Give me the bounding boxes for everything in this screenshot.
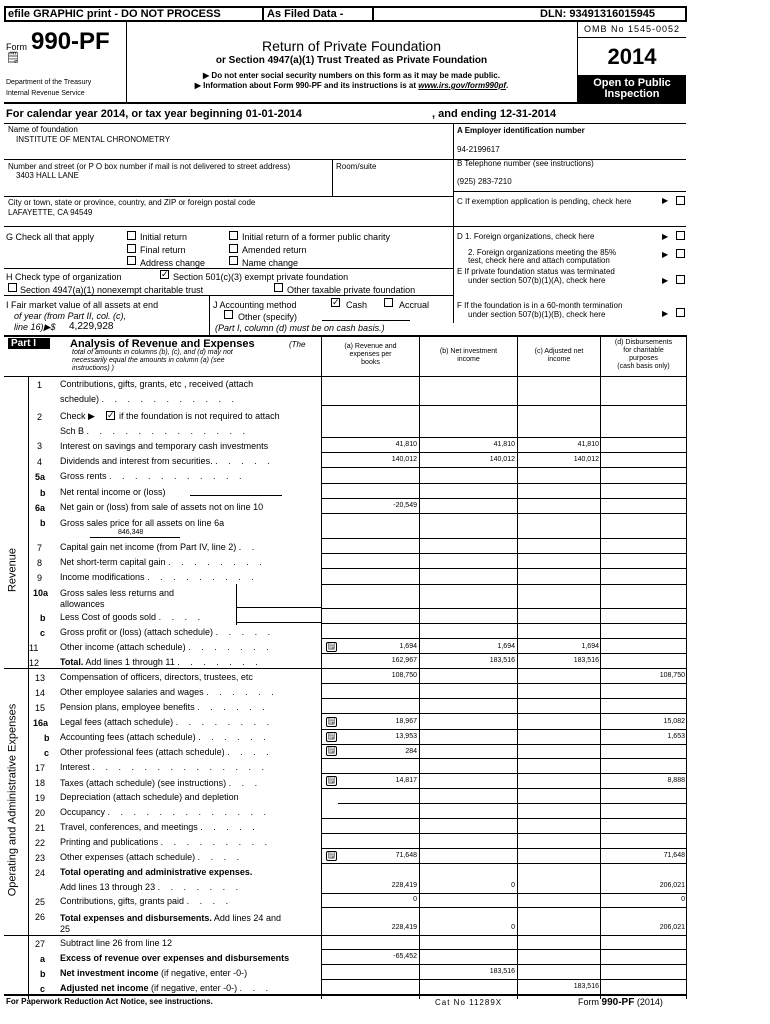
line-12-text: Total. Add lines 1 through 11 . . . . . . . xyxy=(60,657,262,667)
form-subtitle: or Section 4947(a)(1) Trust Treated as Private Foundation xyxy=(215,55,488,66)
line-7-text: Capital gain net income (from Part IV, line 2) . . xyxy=(60,542,259,552)
line-11-col-a: 1,694 xyxy=(399,643,417,650)
line-4-col-b: 140,012 xyxy=(489,456,515,463)
line-25-text: Contributions, gifts, grants paid . . . . xyxy=(60,896,233,906)
phone-value: (925) 283-7210 xyxy=(457,177,512,186)
line-13-col-d: 108,750 xyxy=(659,672,685,679)
part-i-title: Analysis of Revenue and Expenses xyxy=(70,338,255,350)
line-24-col-d: 206,021 xyxy=(659,882,685,889)
line-16b-text: Accounting fees (attach schedule) . . . . . . xyxy=(60,732,270,742)
line-20-num: 20 xyxy=(35,808,46,818)
part-i-title-note: (The xyxy=(289,340,306,349)
form-number: 990-PF xyxy=(31,28,110,55)
line-24-num: 24 xyxy=(35,868,46,878)
line-27b-text: Net investment income (if negative, enter -0-) xyxy=(60,968,248,978)
foundation-name-label: Name of foundation xyxy=(8,125,78,134)
line-10b-text: Less Cost of goods sold . . . . xyxy=(60,612,205,622)
line-24-col-b: 0 xyxy=(511,882,515,889)
line-8-num: 8 xyxy=(37,558,43,568)
form-icon: 🗒 xyxy=(6,52,20,64)
calendar-year-line: For calendar year 2014, or tax year beginning 01-01-2014 xyxy=(6,108,302,120)
dln-number: DLN: 93491316015945 xyxy=(540,8,655,20)
line-12-num: 12 xyxy=(29,658,40,668)
initial-return-label: Initial return xyxy=(140,232,188,242)
accrual-method-label: Accrual xyxy=(399,300,430,310)
line-23-col-a: 71,648 xyxy=(395,852,417,859)
inspection-label: Inspection xyxy=(604,88,660,100)
d2-label-line2: test, check here and attach computation xyxy=(468,256,610,265)
line-24-text: Total operating and administrative expenses. xyxy=(60,867,253,877)
attachment-icon[interactable]: 🗒 xyxy=(327,852,336,859)
line-9-text: Income modifications . . . . . . . . . xyxy=(60,572,258,582)
line-11-col-c: 1,694 xyxy=(581,643,599,650)
line-2-text-2: Sch B . . . . . . . . . . . . . xyxy=(60,426,250,436)
line-22-num: 22 xyxy=(35,838,46,848)
calendar-year-ending: , and ending 12-31-2014 xyxy=(432,108,557,120)
line-24-text-2: Add lines 13 through 23 . . . . . . . xyxy=(60,882,243,892)
line-4-num: 4 xyxy=(37,457,43,467)
e-label-line1: E If private foundation status was terminated xyxy=(457,267,615,276)
line-6a-col-a: -20,549 xyxy=(393,502,417,509)
line-27c-num: c xyxy=(40,984,46,994)
line-27a-col-a: -65,452 xyxy=(393,953,417,960)
line-10b-num: b xyxy=(40,613,46,623)
f-label-line1: F If the foundation is in a 60-month termination xyxy=(457,301,623,310)
line-12-col-b: 183,516 xyxy=(489,657,515,664)
line-15-num: 15 xyxy=(35,703,46,713)
501c3-checkbox[interactable]: ✓ xyxy=(161,269,169,279)
col-a-header-1: (a) Revenue and xyxy=(344,343,397,350)
attachment-icon[interactable]: 🗒 xyxy=(327,777,336,784)
line-7-num: 7 xyxy=(37,543,43,553)
ssn-warning: ▶ Do not enter social security numbers on this form as it may be made public. xyxy=(203,71,500,80)
f-label-line2: under section 507(b)(1)(B), check here xyxy=(468,310,606,319)
d2-label-line1: 2. Foreign organizations meeting the 85% xyxy=(468,248,617,257)
city-value: LAFAYETTE, CA 94549 xyxy=(8,208,93,217)
4947-label: Section 4947(a)(1) nonexempt charitable trust xyxy=(20,285,204,295)
efile-banner-text: efile GRAPHIC print - DO NOT PROCESS xyxy=(8,8,221,20)
form-title: Return of Private Foundation xyxy=(262,38,441,54)
amended-return-checkbox[interactable] xyxy=(229,244,238,253)
catalog-number: Cat No 11289X xyxy=(435,998,503,1007)
ein-label: A Employer identification number xyxy=(457,126,585,135)
room-suite-label: Room/suite xyxy=(336,162,377,171)
city-label: City or town, state or province, country, and ZIP or foreign postal code xyxy=(8,198,256,207)
line-4-col-c: 140,012 xyxy=(573,456,599,463)
instructions-note: ▶ Information about Form 990-PF and its instructions is at www.irs.gov/form990pf. xyxy=(194,81,509,90)
col-d-header-4: (cash basis only) xyxy=(617,363,670,370)
line-6b-text: Gross sales price for all assets on line 6a xyxy=(60,518,225,528)
line-26-text: Total expenses and disbursements. Add lines 24 and xyxy=(60,913,281,923)
line-13-col-a: 108,750 xyxy=(391,672,417,679)
form-prefix: Form xyxy=(6,42,27,52)
attachment-icon[interactable]: 🗒 xyxy=(327,643,336,650)
col-d-header-1: (d) Disbursements xyxy=(614,339,673,346)
line-4-text: Dividends and interest from securities. . . . . . xyxy=(60,456,274,466)
line-3-num: 3 xyxy=(37,441,43,451)
line-27-num: 27 xyxy=(35,939,46,949)
j-label: J Accounting method xyxy=(213,300,297,310)
d1-checkbox[interactable] xyxy=(676,231,685,240)
exemption-pending-checkbox[interactable] xyxy=(676,196,685,205)
phone-label: B Telephone number (see instructions) xyxy=(457,159,594,168)
d2-checkbox[interactable] xyxy=(676,249,685,258)
line-5a-num: 5a xyxy=(35,472,46,482)
line-10a-num: 10a xyxy=(33,588,49,598)
exemption-pending-label: C If exemption application is pending, check here xyxy=(457,197,632,206)
g-label: G Check all that apply xyxy=(6,232,95,242)
omb-number: OMB No 1545-0052 xyxy=(583,24,681,34)
col-d-header-3: purposes xyxy=(629,355,658,362)
tax-year: 2014 xyxy=(607,44,657,69)
col-c-header-1: (c) Adjusted net xyxy=(534,348,584,355)
line-27b-num: b xyxy=(40,969,46,979)
line-17-num: 17 xyxy=(35,763,46,773)
accrual-method-checkbox[interactable] xyxy=(384,298,393,307)
line-1-num: 1 xyxy=(37,380,43,390)
line-16b-num: b xyxy=(44,733,50,743)
h-label: H Check type of organization xyxy=(6,272,122,282)
line-23-text: Other expenses (attach schedule) . . . . xyxy=(60,852,244,862)
line-27a-text: Excess of revenue over expenses and disbursements xyxy=(60,953,290,963)
line-25-num: 25 xyxy=(35,897,46,907)
paperwork-notice: For Paperwork Reduction Act Notice, see instructions. xyxy=(6,997,213,1006)
line-13-text: Compensation of officers, directors, trustees, etc xyxy=(60,672,253,682)
i-label-line2: of year (from Part II, col. (c), xyxy=(14,311,127,321)
line-26-text-2: 25 xyxy=(60,924,71,934)
cash-method-checkbox[interactable]: ✓ xyxy=(332,297,340,307)
d1-label: D 1. Foreign organizations, check here xyxy=(457,232,595,241)
line-22-text: Printing and publications . . . . . . . . . xyxy=(60,837,272,847)
line-13-num: 13 xyxy=(35,673,46,683)
expenses-side-label: Operating and Administrative Expenses xyxy=(6,703,19,897)
i-label-line1: I Fair market value of all assets at end xyxy=(6,300,159,310)
cash-method-label: Cash xyxy=(346,300,368,310)
line-2-text: if the foundation is not required to attach xyxy=(119,411,280,421)
line-6b-value: 846,348 xyxy=(118,529,144,536)
col-a-header-3: books xyxy=(361,359,380,366)
initial-former-label: Initial return of a former public charity xyxy=(242,232,391,242)
e-checkbox[interactable] xyxy=(676,275,685,284)
col-c-header-2: income xyxy=(547,356,571,363)
line-15-text: Pension plans, employee benefits . . . . . . xyxy=(60,702,269,712)
line-16b-col-d: 1,653 xyxy=(667,733,685,740)
line-26-col-d: 206,021 xyxy=(659,924,685,931)
other-method-checkbox[interactable] xyxy=(224,310,233,319)
line-9-num: 9 xyxy=(37,573,43,583)
4947-checkbox[interactable] xyxy=(8,283,17,292)
line-27c-text: Adjusted net income (if negative, enter -0-) . . . xyxy=(60,983,273,993)
line-2-prefix: Check ▶ xyxy=(60,411,95,421)
col-a-header-2: expenses per xyxy=(349,351,392,358)
line-16a-num: 16a xyxy=(33,718,49,728)
line-27b-col-b: 183,516 xyxy=(489,968,515,975)
line-4-col-a: 140,012 xyxy=(391,456,417,463)
line-26-num: 26 xyxy=(35,912,46,922)
line-18-num: 18 xyxy=(35,778,46,788)
line-19-num: 19 xyxy=(35,793,46,803)
col-b-header-1: (b) Net investment xyxy=(439,348,498,355)
fair-market-value: 4,229,928 xyxy=(69,321,114,332)
line-21-text: Travel, conferences, and meetings . . . . . xyxy=(60,822,259,832)
line-20-text: Occupancy . . . . . . . . . . . . . xyxy=(60,807,271,817)
amended-return-label: Amended return xyxy=(242,245,307,255)
address-change-label: Address change xyxy=(140,258,206,268)
revenue-side-label: Revenue xyxy=(6,547,19,593)
street-address: 3403 HALL LANE xyxy=(16,171,79,180)
line-1-text: Contributions, gifts, grants, etc , received (attach xyxy=(60,379,254,389)
irs-label: Internal Revenue Service xyxy=(6,90,85,97)
line-10c-num: c xyxy=(40,628,46,638)
line-16b-col-a: 13,953 xyxy=(395,733,417,740)
line-14-text: Other employee salaries and wages . . . . . . xyxy=(60,687,278,697)
line-6b-num: b xyxy=(40,518,46,528)
line-19-text: Depreciation (attach schedule) and depletion xyxy=(60,792,239,802)
line-27a-num: a xyxy=(40,954,46,964)
line-27-text: Subtract line 26 from line 12 xyxy=(60,938,173,948)
line-23-col-d: 71,648 xyxy=(663,852,685,859)
501c3-label: Section 501(c)(3) exempt private foundation xyxy=(173,272,349,282)
line-21-num: 21 xyxy=(35,823,46,833)
col-b-header-2: income xyxy=(457,356,480,363)
attachment-icon[interactable]: 🗒 xyxy=(327,733,336,740)
line-12-col-c: 183,516 xyxy=(573,657,599,664)
line-16a-col-d: 15,082 xyxy=(663,718,685,725)
line-11-text: Other income (attach schedule) . . . . . . . xyxy=(60,642,273,652)
line-24-col-a: 228,419 xyxy=(391,882,417,889)
line-3-col-c: 41,810 xyxy=(577,441,599,448)
f-checkbox[interactable] xyxy=(676,308,685,317)
line-5b-num: b xyxy=(40,488,46,498)
line-10c-text: Gross profit or (loss) (attach schedule) . . . . . xyxy=(60,627,275,637)
name-change-label: Name change xyxy=(242,258,299,268)
i-label-line3: line 16)▶$ xyxy=(14,322,56,332)
line-1-text-2: schedule) . . . . . . . . . . . xyxy=(60,394,239,404)
line-6a-num: 6a xyxy=(35,503,46,513)
line-18-col-a: 14,817 xyxy=(395,777,417,784)
attachment-icon[interactable]: 🗒 xyxy=(327,747,336,754)
line-18-text: Taxes (attach schedule) (see instructions) . . . xyxy=(60,778,262,788)
address-change-checkbox[interactable] xyxy=(127,256,136,265)
initial-return-checkbox[interactable] xyxy=(127,231,136,240)
other-taxable-checkbox[interactable] xyxy=(274,283,283,292)
line-3-col-b: 41,810 xyxy=(493,441,515,448)
attachment-icon[interactable]: 🗒 xyxy=(327,718,336,725)
sch-b-checkbox[interactable]: ✓ xyxy=(107,410,115,420)
line-3-text: Interest on savings and temporary cash investments xyxy=(60,441,269,451)
line-11-col-b: 1,694 xyxy=(497,643,515,650)
line-16c-col-a: 284 xyxy=(405,748,417,755)
line-10a-text-2: allowances xyxy=(60,599,105,609)
line-12-col-a: 162,967 xyxy=(391,657,417,664)
part-i-desc-1: total of amounts in columns (b), (c), and (d) may not xyxy=(72,349,233,356)
part-i-desc-3: instructions) ) xyxy=(72,365,115,372)
final-return-label: Final return xyxy=(140,245,186,255)
line-16c-text: Other professional fees (attach schedule) . . . . xyxy=(60,747,273,757)
line-14-num: 14 xyxy=(35,688,46,698)
line-2-num: 2 xyxy=(37,412,43,422)
line-5b-text: Net rental income or (loss) xyxy=(60,487,166,497)
ein-value: 94-2199617 xyxy=(457,145,500,154)
col-d-header-2: for charitable xyxy=(623,347,664,354)
line-18-col-d: 8,888 xyxy=(667,777,685,784)
line-16c-num: c xyxy=(44,748,50,758)
other-taxable-label: Other taxable private foundation xyxy=(287,285,416,295)
line-10a-text: Gross sales less returns and xyxy=(60,588,175,598)
open-to-public-label: Open to Public xyxy=(593,77,671,89)
other-method-label: Other (specify) xyxy=(238,312,298,322)
e-label-line2: under section 507(b)(1)(A), check here xyxy=(468,276,606,285)
line-6a-text: Net gain or (loss) from sale of assets not on line 10 xyxy=(60,502,264,512)
line-17-text: Interest . . . . . . . . . . . . . . xyxy=(60,762,269,772)
form-footer: Form 990-PF (2014) xyxy=(578,997,663,1008)
line-11-num: 11 xyxy=(29,643,39,653)
street-label: Number and street (or P O box number if mail is not delivered to street address) xyxy=(8,162,291,171)
line-16a-text: Legal fees (attach schedule) . . . . . . . . xyxy=(60,717,274,727)
final-return-checkbox[interactable] xyxy=(127,244,136,253)
line-25-col-a: 0 xyxy=(413,896,417,903)
line-27c-col-c: 183,516 xyxy=(573,983,599,990)
line-5a-text: Gross rents . . . . . . . . . . . xyxy=(60,471,246,481)
department-label: Department of the Treasury xyxy=(6,79,92,86)
filed-data-label: As Filed Data - xyxy=(267,8,344,20)
line-26-col-b: 0 xyxy=(511,924,515,931)
line-3-col-a: 41,810 xyxy=(395,441,417,448)
line-26-col-a: 228,419 xyxy=(391,924,417,931)
line-16a-col-a: 18,967 xyxy=(395,718,417,725)
part-i-desc-2: necessarily equal the amounts in column (a) (see xyxy=(72,357,225,364)
cash-basis-note: (Part I, column (d) must be on cash basis.) xyxy=(215,323,385,333)
line-23-num: 23 xyxy=(35,853,46,863)
line-25-col-d: 0 xyxy=(681,896,685,903)
name-change-checkbox[interactable] xyxy=(229,256,238,265)
initial-former-checkbox[interactable] xyxy=(229,231,238,240)
instructions-link[interactable]: www.irs.gov/form990pf xyxy=(418,81,507,90)
line-8-text: Net short-term capital gain . . . . . . . . xyxy=(60,557,266,567)
foundation-name: INSTITUTE OF MENTAL CHRONOMETRY xyxy=(16,135,171,144)
part-i-badge: Part I xyxy=(11,338,37,349)
